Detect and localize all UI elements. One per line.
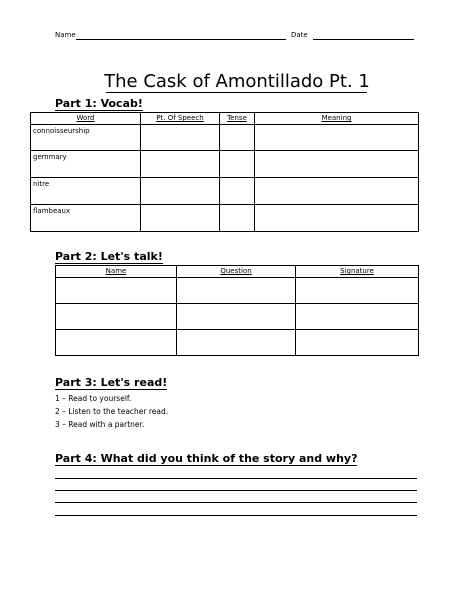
answer-line[interactable] — [55, 478, 417, 479]
question-cell[interactable] — [177, 330, 296, 356]
name-date-header — [55, 30, 415, 42]
pos-cell[interactable] — [141, 151, 220, 178]
vocab-word: flambeaux — [31, 205, 141, 232]
date-label: Date — [291, 31, 308, 39]
tense-cell[interactable] — [220, 125, 255, 151]
worksheet-title: The Cask of Amontillado Pt. 1 — [104, 71, 370, 92]
meaning-cell[interactable] — [255, 205, 419, 232]
table-row — [31, 125, 419, 151]
vocab-header-row — [31, 113, 419, 125]
tense-cell[interactable] — [220, 151, 255, 178]
pos-cell[interactable] — [141, 125, 220, 151]
name-field[interactable] — [76, 39, 286, 40]
part1-heading — [55, 97, 143, 111]
part1-heading-text: Part 1: Vocab! — [55, 97, 143, 110]
signature-cell[interactable] — [296, 330, 419, 356]
table-row — [31, 205, 419, 232]
table-row — [31, 178, 419, 205]
talk-col-signature: Signature — [296, 266, 419, 278]
talk-header-row — [56, 266, 419, 278]
meaning-cell[interactable] — [255, 125, 419, 151]
pos-cell[interactable] — [141, 178, 220, 205]
name-cell[interactable] — [56, 304, 177, 330]
question-cell[interactable] — [177, 278, 296, 304]
vocab-col-word: Word — [31, 113, 141, 125]
name-cell[interactable] — [56, 278, 177, 304]
signature-cell[interactable] — [296, 304, 419, 330]
table-row — [56, 304, 419, 330]
vocab-col-pos: Pt. Of Speech — [141, 113, 220, 125]
question-cell[interactable] — [177, 304, 296, 330]
name-label: Name — [55, 31, 76, 39]
tense-cell[interactable] — [220, 178, 255, 205]
vocab-col-meaning: Meaning — [255, 113, 419, 125]
talk-table — [55, 265, 419, 356]
reading-step: 2 – Listen to the teacher read. — [55, 407, 169, 416]
table-row — [56, 278, 419, 304]
answer-line[interactable] — [55, 515, 417, 516]
tense-cell[interactable] — [220, 205, 255, 232]
part3-heading — [55, 376, 167, 390]
vocab-word: gemmary — [31, 151, 141, 178]
part4-heading — [55, 452, 357, 466]
part2-heading — [55, 250, 163, 264]
reading-step: 1 – Read to yourself. — [55, 394, 132, 403]
name-cell[interactable] — [56, 330, 177, 356]
title-underline — [106, 92, 367, 93]
talk-col-question: Question — [177, 266, 296, 278]
pos-cell[interactable] — [141, 205, 220, 232]
meaning-cell[interactable] — [255, 178, 419, 205]
vocab-word: nitre — [31, 178, 141, 205]
table-row — [31, 151, 419, 178]
meaning-cell[interactable] — [255, 151, 419, 178]
vocab-table — [30, 112, 419, 232]
table-row — [56, 330, 419, 356]
part4-heading-text: Part 4: What did you think of the story and why? — [55, 452, 358, 465]
vocab-word: connoisseurship — [31, 125, 141, 151]
reading-step: 3 – Read with a partner. — [55, 420, 145, 429]
talk-col-name: Name — [56, 266, 177, 278]
signature-cell[interactable] — [296, 278, 419, 304]
vocab-col-tense: Tense — [220, 113, 255, 125]
answer-line[interactable] — [55, 502, 417, 503]
date-field[interactable] — [313, 39, 414, 40]
part2-heading-text: Part 2: Let's talk! — [55, 250, 163, 263]
answer-line[interactable] — [55, 490, 417, 491]
part3-heading-text: Part 3: Let's read! — [55, 376, 168, 389]
